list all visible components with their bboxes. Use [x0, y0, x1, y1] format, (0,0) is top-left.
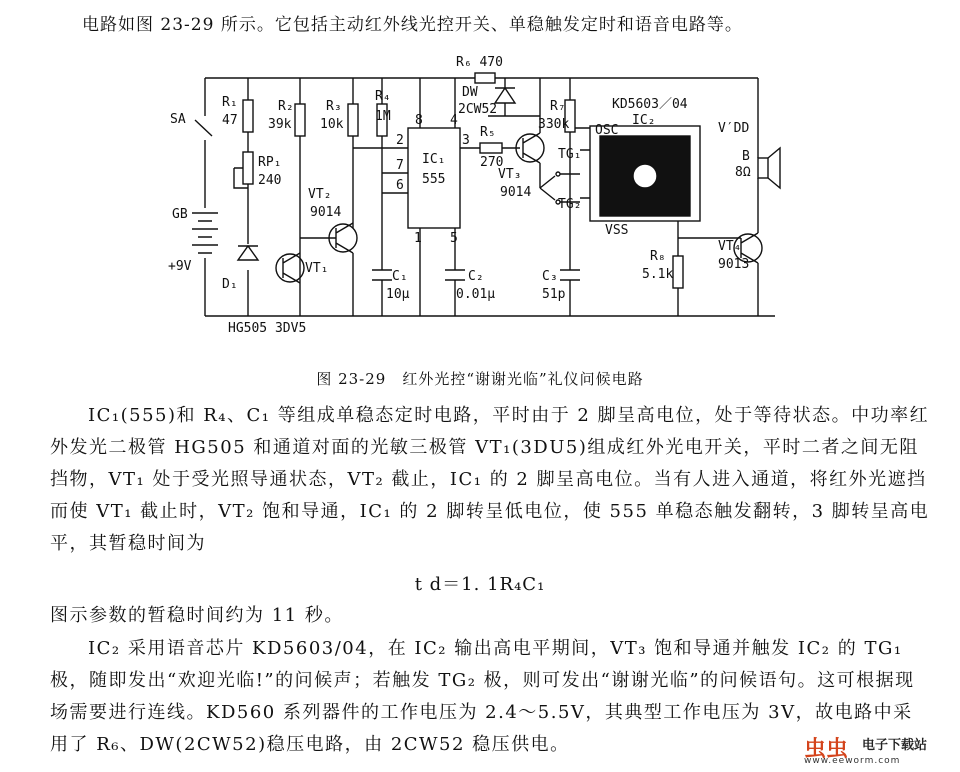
label-tg1: TG₁	[558, 147, 582, 162]
label-vt4-value: 9013	[718, 257, 750, 272]
label-vt1: VT₁	[305, 261, 329, 276]
label-sa: SA	[170, 112, 186, 127]
label-rp1: RP₁	[258, 155, 282, 170]
label-r5: R₅	[480, 125, 496, 140]
label-r4-value: 1M	[375, 109, 391, 124]
label-r3-value: 10k	[320, 117, 344, 132]
label-vdd: V′DD	[718, 121, 750, 136]
label-parts: HG505 3DV5	[228, 321, 307, 336]
figure-caption: 图 23-29 红外光控“谢谢光临”礼仪问候电路	[316, 370, 644, 388]
label-vss: VSS	[605, 223, 629, 238]
label-vt2: VT₂	[308, 187, 332, 202]
label-c3: C₃	[542, 269, 558, 284]
label-d1: D₁	[222, 277, 238, 292]
label-r3: R₃	[326, 99, 342, 114]
paragraph-2: 图示参数的暂稳时间约为 11 秒。	[50, 605, 344, 626]
intro-text: 电路如图 23-29 所示。它包括主动红外线光控开关、单稳触发定时和语音电路等。	[82, 15, 743, 35]
paragraph-3: IC₂ 采用语音芯片 KD5603/04，在 IC₂ 输出高电平期间，VT₃ 饱和导通并触发 IC₂ 的 TG₁ 极，随即发出“欢迎光临!”的问候声；若触发 TG₂ 极，则可发出“谢谢光临”的问候语句。这可根据现场需要进行连线。KD560 系列器件的工作电压为 2.4～5.5V，其典型工作电压为 3V，故电路中采用了 R₆、DW(2CW52)稳压电路，由 2CW52 稳压供电。	[50, 638, 915, 755]
label-b-value: 8Ω	[735, 165, 751, 180]
label-r7: R₇	[550, 99, 566, 114]
pin-5: 5	[450, 231, 458, 246]
label-vt4: VT₄	[718, 239, 742, 254]
label-osc: OSC	[595, 123, 619, 138]
label-vt2-value: 9014	[310, 205, 342, 220]
label-ic1: IC₁	[422, 152, 446, 167]
label-ic2-name: KD5603／04	[612, 97, 688, 112]
circuit-schematic	[150, 48, 810, 348]
label-c3-value: 51p	[542, 287, 566, 302]
pin-4: 4	[450, 113, 458, 128]
label-r2-value: 39k	[268, 117, 292, 132]
pin-2: 2	[396, 133, 404, 148]
label-r8-value: 5.1k	[642, 267, 674, 282]
label-r2: R₂	[278, 99, 294, 114]
label-vt3: VT₃	[498, 167, 522, 182]
label-vt3-value: 9014	[500, 185, 532, 200]
label-c1-value: 10μ	[386, 287, 410, 302]
label-r8: R₈	[650, 249, 666, 264]
label-rp1-value: 240	[258, 173, 282, 188]
watermark-name: 电子下载站	[862, 738, 928, 753]
paragraph-1: IC₁(555)和 R₄、C₁ 等组成单稳态定时电路，平时由于 2 脚呈高电位，处于等待状态。中功率红外发光二极管 HG505 和通道对面的光敏三极管 VT₁(3DU5)组成红外光电开关，平时二者之间无阻挡物，VT₁ 处于受光照导通状态，VT₂ 截止，IC₁ 的 2 脚呈高电位。当有人进入通道，将红外光遮挡而使 VT₁ 截止时，VT₂ 饱和导通，IC₁ 的 2 脚转呈低电位，使 555 单稳态触发翻转，3 脚转呈高电平，其暂稳时间为	[50, 405, 930, 554]
pin-6: 6	[396, 178, 404, 193]
pin-3: 3	[462, 133, 470, 148]
label-c2: C₂	[468, 269, 484, 284]
label-r1: R₁	[222, 95, 238, 110]
watermark-logo: 虫虫	[804, 737, 849, 762]
label-r7-value: 330k	[538, 117, 570, 132]
label-r4: R₄	[375, 89, 391, 104]
label-r6: R₆ 470	[456, 55, 503, 70]
watermark	[804, 732, 954, 768]
label-ic1-value: 555	[422, 172, 446, 187]
label-tg2: TG₂	[558, 197, 582, 212]
label-b: B	[742, 149, 750, 164]
label-c2-value: 0.01μ	[456, 287, 496, 302]
label-c1: C₁	[392, 269, 408, 284]
label-dw: DW	[462, 85, 478, 100]
label-ic2: IC₂	[632, 113, 656, 128]
formula: t d＝1. 1R₄C₁	[414, 574, 546, 595]
label-gb-value: +9V	[168, 259, 192, 274]
label-gb: GB	[172, 207, 188, 222]
label-dw-value: 2CW52	[458, 102, 498, 117]
label-r5-value: 270	[480, 155, 504, 170]
watermark-url: www.eeworm.com	[804, 756, 901, 766]
pin-1: 1	[414, 231, 422, 246]
pin-8: 8	[415, 113, 423, 128]
label-r1-value: 47	[222, 113, 238, 128]
pin-7: 7	[396, 158, 404, 173]
